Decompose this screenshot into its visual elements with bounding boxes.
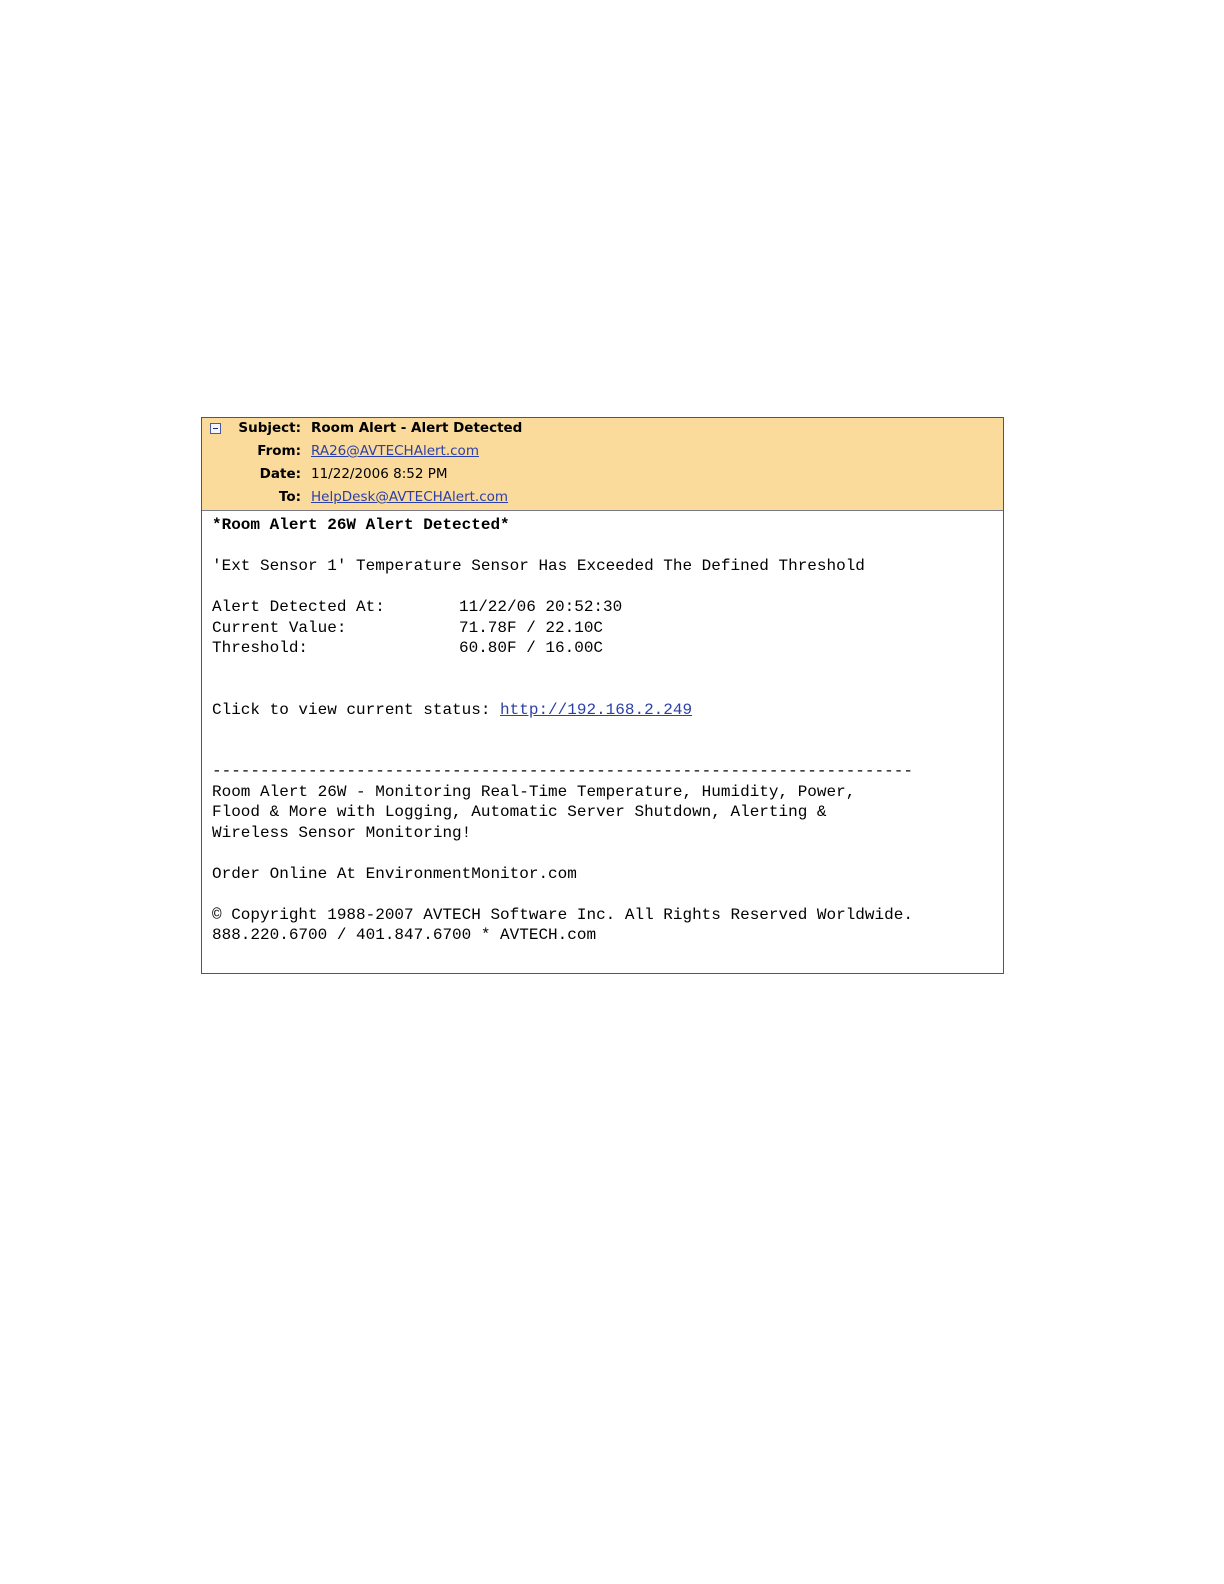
phone-line: 888.220.6700 / 401.847.6700 * AVTECH.com (212, 926, 597, 944)
blank-line (212, 536, 1003, 557)
promo-line-1: Room Alert 26W - Monitoring Real-Time Temperature, Humidity, Power, (212, 782, 856, 801)
divider-line: ------------------------------------------------------------------------- (212, 762, 913, 780)
email-message-window (201, 417, 1004, 974)
subject-row (202, 418, 1003, 438)
blank-line (212, 843, 1003, 864)
promo-line-3: Wireless Sensor Monitoring! (212, 823, 472, 842)
status-line (212, 700, 1003, 721)
blank-line (212, 679, 1003, 700)
from-email-link[interactable]: RA26@AVTECHAlert.com (311, 443, 479, 459)
to-label: To: (278, 489, 301, 505)
detail-value: 60.80F / 16.00C (459, 639, 604, 657)
detail-key: Threshold: (212, 639, 309, 657)
blank-line (212, 577, 1003, 598)
email-body (202, 511, 1003, 946)
to-row (202, 487, 1003, 507)
status-link[interactable]: http://192.168.2.249 (500, 700, 693, 719)
promo-line-2: Flood & More with Logging, Automatic Server Shutdown, Alerting & (212, 803, 827, 821)
subject-label: Subject: (238, 420, 301, 436)
copyright-line: © Copyright 1988-2007 AVTECH Software Inc. All Rights Reserved Worldwide. (212, 905, 913, 924)
date-row (202, 464, 1003, 484)
from-row (202, 441, 1003, 461)
alert-title: *Room Alert 26W Alert Detected* (212, 516, 510, 534)
blank-line (212, 741, 1003, 762)
detail-value: 71.78F / 22.10C (459, 618, 604, 637)
detail-row-current-value (212, 618, 1003, 639)
detail-row-threshold (212, 638, 1003, 659)
blank-line (212, 659, 1003, 680)
from-label: From: (257, 443, 301, 459)
date-value: 11/22/2006 8:52 PM (311, 466, 448, 482)
date-label: Date: (259, 466, 301, 482)
blank-line (212, 720, 1003, 741)
detail-key: Current Value: (212, 618, 347, 637)
detail-key: Alert Detected At: (212, 598, 385, 616)
detail-value: 11/22/06 20:52:30 (459, 598, 623, 616)
alert-message: 'Ext Sensor 1' Temperature Sensor Has Exceeded The Defined Threshold (212, 557, 865, 575)
to-email-link[interactable]: HelpDesk@AVTECHAlert.com (311, 489, 509, 505)
blank-line (212, 884, 1003, 905)
email-header (202, 418, 1003, 511)
detail-row-alert-detected (212, 597, 1003, 618)
order-line: Order Online At EnvironmentMonitor.com (212, 864, 577, 883)
subject-value: Room Alert - Alert Detected (311, 420, 523, 436)
status-prefix: Click to view current status: (212, 700, 501, 719)
